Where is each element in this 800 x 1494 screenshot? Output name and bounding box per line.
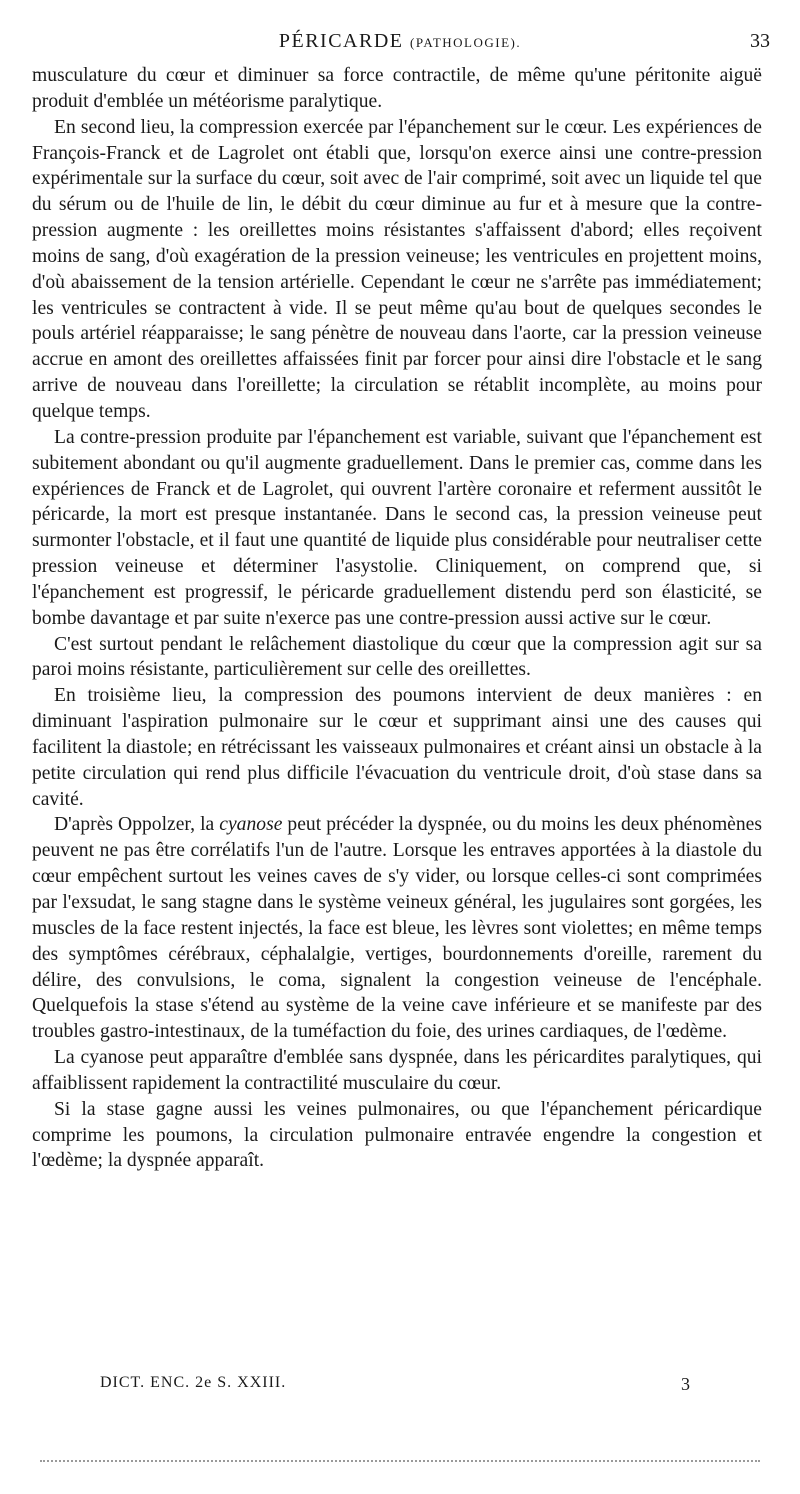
- paragraph-8: Si la stase gagne aussi les veines pulmonaires, ou que l'épanchement péricardique comprime les poumons, la circulation pulmonaire entravée engendre la congestion et l'œdème; la dyspnée apparaît.: [32, 1098, 762, 1172]
- page-header: [30, 30, 770, 56]
- paragraph-7: La cyanose peut apparaître d'emblée sans dyspnée, dans les péricardites paralytiques, qui affaiblissent rapidement la contractilité musculaire du cœur.: [32, 1047, 762, 1094]
- page-number: 33: [750, 30, 770, 52]
- running-title: PÉRICARDE: [278, 30, 404, 52]
- body-text: [32, 63, 762, 1174]
- paragraph-6: D'après Oppolzer, la cyanose peut précéder la dyspnée, ou du moins les deux phénomènes peuvent ne pas être corrélatifs l'un de l'autre. Lorsque les entraves apportées à la diastole du cœur empêchent surtout les veines caves de s'y vider, ou lorsque celles-ci sont comprimées par l'exsudat, le sang stagne dans le système veineux général, les jugulaires sont gorgées, les muscles de la face restent injectés, la face est bleue, les lèvres sont violettes; en même temps des symptômes cérébraux, céphalalgie, vertiges, bourdonnements d'oreille, rarement du délire, des convulsions, le coma, signalent la congestion veineuse de l'encéphale. Quelquefois la stase s'étend au système de la veine cave inférieure et se manifeste par des troubles gastro-intestinaux, de la tuméfaction du foie, des urines cardiaques, de l'œdème.: [32, 814, 763, 1043]
- paragraph-5: En troisième lieu, la compression des poumons intervient de deux manières : en diminuant l'aspiration pulmonaire sur le cœur et supprimant ainsi une des causes qui facilitent la diastole; en rétrécissant les vaisseaux pulmonaires et créant ainsi un obstacle à la petite circulation qui rend plus difficile l'évacuation du ventricule droit, d'où stase dans sa cavité.: [32, 685, 762, 810]
- paragraph-2: En second lieu, la compression exercée par l'épanchement sur le cœur. Les expériences de François-Franck et de Lagrolet ont établi que, lorsqu'on exerce ainsi une contre-pression expérimentale sur la surface du cœur, soit avec de l'air comprimé, soit avec un liquide tel que du sérum ou de l'huile de lin, le débit du cœur diminue au fur et à mesure que la contre-pression augmente : les oreillettes moins résistantes s'affaissent d'abord; elles reçoivent moins de sang, d'où exagération de la pression veineuse; les ventricules en projettent moins, d'où abaissement de la tension artérielle. Cependant le cœur ne s'arrête pas immédiatement; les ventricules se contractent à vide. Il se peut même qu'au bout de quelques secondes le pouls artériel réapparaisse; le sang pénètre de nouveau dans l'aorte, car la pression veineuse accrue en amont des oreillettes affaissées finit par forcer pour ainsi dire l'obstacle et le sang arrive de nouveau dans l'oreillette; la circulation se rétablit incomplète, au moins pour quelque temps.: [32, 116, 762, 422]
- paragraph-1: musculature du cœur et diminuer sa force contractile, de même qu'une péritonite aiguë produit d'emblée un météorisme paralytique.: [32, 65, 762, 112]
- paragraph-3: La contre-pression produite par l'épanchement est variable, suivant que l'épanchement est subitement abondant ou qu'il augmente graduellement. Dans le premier cas, comme dans les expériences de Franck et de Lagrolet, qui ouvrent l'artère coronaire et referment aussitôt le péricarde, la mort est presque instantanée. Dans le second cas, la pression veineuse peut surmonter l'obstacle, et il faut une quantité de liquide plus considérable pour neutraliser cette pression veineuse et déterminer l'asystolie. Cliniquement, on comprend que, si l'épanchement est progressif, le péricarde graduellement distendu perd son élasticité, se bombe davantage et par suite n'exerce pas une contre-pression aussi active sur le cœur.: [32, 426, 762, 629]
- signature-mark: DICT. ENC. 2e S. XXIII.: [100, 1374, 287, 1391]
- signature-number: 3: [681, 1374, 690, 1394]
- bottom-dotted-rule: [40, 1460, 760, 1462]
- page-footer: [100, 1374, 690, 1398]
- paragraph-4: C'est surtout pendant le relâchement diastolique du cœur que la compression agit sur sa paroi moins résistante, particulièrement sur celle des oreillettes.: [32, 633, 762, 681]
- running-head: [30, 30, 770, 53]
- running-subtitle: (PATHOLOGIE).: [410, 35, 522, 50]
